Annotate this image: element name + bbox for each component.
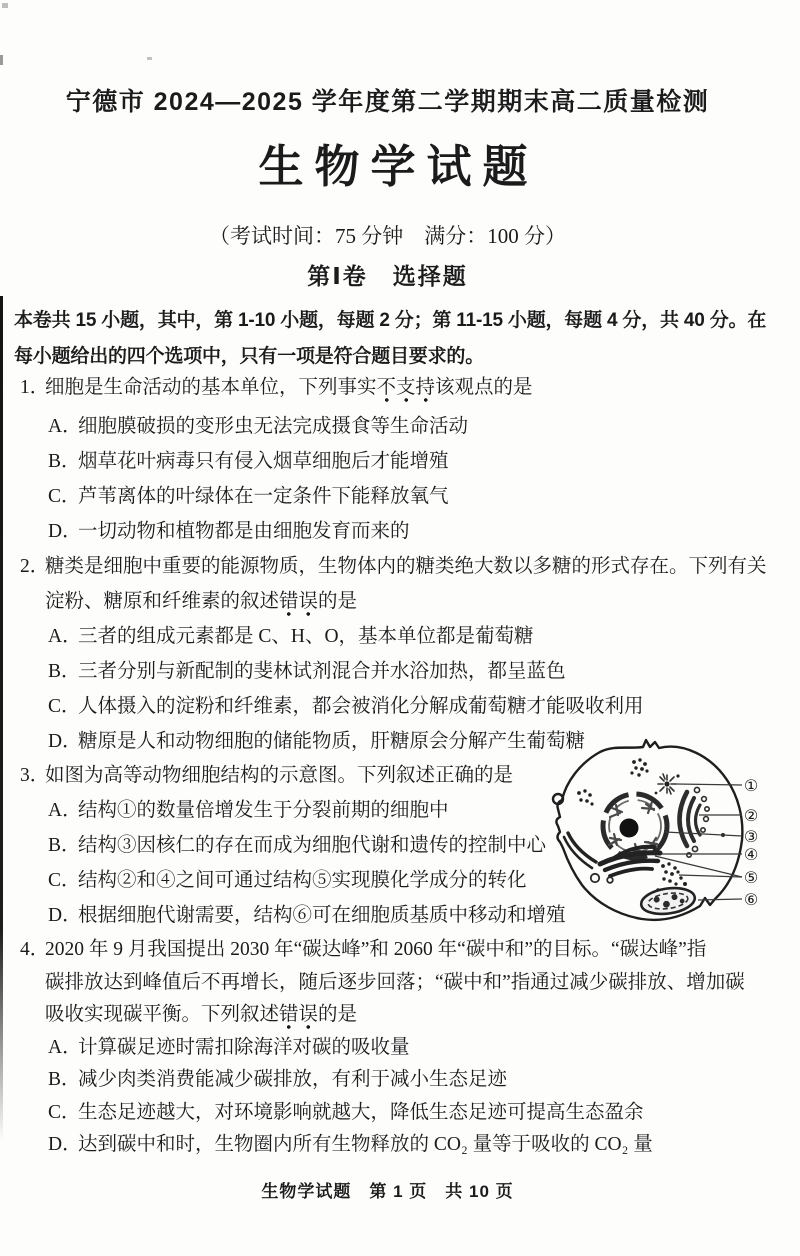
option-c xyxy=(20,863,560,898)
stem-emphasis: 错误 xyxy=(279,591,318,617)
stem-text: 的是 xyxy=(318,1004,358,1025)
label-2: ② xyxy=(743,806,759,825)
cell-diagram xyxy=(548,738,796,938)
option-a xyxy=(20,793,560,828)
question-stem xyxy=(20,934,794,967)
option-b xyxy=(20,444,794,479)
label-5: ⑤ xyxy=(743,868,759,887)
scan-edge-artifact xyxy=(0,296,3,1141)
stem-text: 吸收实现碳平衡。下列叙述 xyxy=(45,1004,280,1025)
option-text: 三者的组成元素都是 C、H、O，基本单位都是葡萄糖 xyxy=(78,626,534,647)
option-label: B． xyxy=(48,1069,81,1090)
diagram-labels xyxy=(744,776,758,909)
option-a xyxy=(20,1032,794,1065)
nucleolus xyxy=(620,819,639,838)
question-stem xyxy=(20,584,794,619)
question-1 xyxy=(20,370,794,549)
stem-text: 碳排放达到峰值后不再增长，随后逐步回落；“碳中和”指通过减少碳排放、增加碳 xyxy=(45,971,745,993)
stem-emphasis: 错误 xyxy=(279,1004,318,1030)
question-number: 2． xyxy=(20,556,50,577)
option-label: C． xyxy=(48,486,81,507)
option-text: 结构③因核仁的存在而成为细胞代谢和遗传的控制中心 xyxy=(78,835,547,856)
label-3: ③ xyxy=(743,827,759,846)
question-number: 1． xyxy=(20,377,50,398)
option-c xyxy=(20,689,794,724)
ribosomes xyxy=(577,758,725,892)
option-a xyxy=(20,409,794,444)
option-label: D． xyxy=(48,731,82,752)
option-text: 达到碳中和时，生物圈内所有生物释放的 CO₂ 量等于吸收的 CO₂ 量 xyxy=(78,1134,653,1155)
option-label: C． xyxy=(48,1101,81,1123)
option-label: D． xyxy=(48,905,82,926)
section-heading: 第Ⅰ卷 选择题 xyxy=(307,263,468,289)
scan-speck xyxy=(147,57,152,60)
page-footer: 生物学试题 第 1 页 共 10 页 xyxy=(261,1182,514,1201)
option-text: 结构①的数量倍增发生于分裂前期的细胞中 xyxy=(78,800,449,821)
option-b xyxy=(20,654,794,689)
stem-text: 细胞是生命活动的基本单位，下列事实 xyxy=(45,377,377,398)
cell-membrane xyxy=(553,740,742,920)
question-4 xyxy=(20,934,794,1162)
question-stem xyxy=(20,967,794,1000)
stem-text: 该观点的是 xyxy=(435,377,533,398)
option-text: 三者分别与新配制的斐林试剂混合并水浴加热，都呈蓝色 xyxy=(78,661,566,682)
option-label: C． xyxy=(48,696,81,717)
option-b xyxy=(20,1064,794,1097)
stem-text: 淀粉、糖原和纤维素的叙述 xyxy=(45,591,280,612)
stem-text: 如图为高等动物细胞结构的示意图。下列叙述正确的是 xyxy=(45,765,514,786)
option-c xyxy=(20,1097,794,1130)
centriole xyxy=(655,774,680,794)
golgi-apparatus xyxy=(680,787,710,857)
stem-text: 2020 年 9 月我国提出 2030 年“碳达峰”和 2060 年“碳中和”的目标。“碳达峰”指 xyxy=(45,939,707,960)
option-text: 人体摄入的淀粉和纤维素，都会被消化分解成葡萄糖才能吸收利用 xyxy=(78,696,644,717)
label-1: ① xyxy=(743,776,759,795)
option-text: 一切动物和植物都是由细胞发育而来的 xyxy=(78,521,410,542)
option-label: C． xyxy=(48,870,81,891)
option-text: 烟草花叶病毒只有侵入烟草细胞后才能增殖 xyxy=(78,451,449,472)
stem-text: 糖类是细胞中重要的能源物质，生物体内的糖类绝大数以多糖的形式存在。下列有关 xyxy=(45,556,767,577)
option-label: B． xyxy=(48,661,81,682)
option-text: 细胞膜破损的变形虫无法完成摄食等生命活动 xyxy=(78,416,469,437)
label-4: ④ xyxy=(743,845,759,864)
option-label: D． xyxy=(48,1134,82,1155)
exam-header-line: 宁德市 2024—2025 学年度第二学期期末高二质量检测 xyxy=(65,88,710,116)
question-number: 3． xyxy=(20,765,50,786)
option-d xyxy=(20,514,794,549)
stem-emphasis: 不支持 xyxy=(377,377,436,403)
question-2 xyxy=(20,549,794,759)
scan-speck xyxy=(0,55,3,65)
option-label: A． xyxy=(48,1036,82,1058)
exam-info-line: （考试时间：75 分钟 满分：100 分） xyxy=(209,224,566,248)
page-title: 生物学试题 xyxy=(258,142,539,192)
option-d xyxy=(20,1129,794,1162)
option-label: A． xyxy=(48,626,82,647)
instructions-line: 本卷共 15 小题，其中，第 1-10 小题，每题 2 分；第 11-15 小题，每题 4 分，共 40 分。在 xyxy=(14,310,767,331)
option-text: 结构②和④之间可通过结构⑤实现膜化学成分的转化 xyxy=(78,870,527,891)
question-number: 4． xyxy=(20,939,50,960)
question-3 xyxy=(20,758,566,933)
stem-text: 的是 xyxy=(318,591,358,612)
question-stem xyxy=(20,370,794,405)
option-label: A． xyxy=(48,416,82,437)
option-text: 糖原是人和动物细胞的储能物质，肝糖原会分解产生葡萄糖 xyxy=(78,731,586,752)
option-a xyxy=(20,619,794,654)
option-label: D． xyxy=(48,521,82,542)
question-stem xyxy=(20,549,794,584)
instructions-paragraph xyxy=(14,303,796,375)
option-c xyxy=(20,479,794,514)
option-text: 计算碳足迹时需扣除海洋对碳的吸收量 xyxy=(78,1036,410,1058)
scan-speck xyxy=(2,3,8,8)
option-d xyxy=(20,898,566,933)
instructions-line: 每小题给出的四个选项中，只有一项是符合题目要求的。 xyxy=(14,346,485,367)
question-stem xyxy=(20,999,794,1032)
option-label: B． xyxy=(48,835,81,856)
option-text: 根据细胞代谢需要，结构⑥可在细胞质基质中移动和增殖 xyxy=(78,905,566,926)
option-text: 减少肉类消费能减少碳排放，有利于减小生态足迹 xyxy=(78,1069,508,1090)
option-text: 生态足迹越大，对环境影响就越大，降低生态足迹可提高生态盈余 xyxy=(78,1101,644,1123)
option-label: B． xyxy=(48,451,81,472)
question-stem xyxy=(20,758,560,793)
option-b xyxy=(20,828,560,863)
label-6: ⑥ xyxy=(743,890,759,909)
option-label: A． xyxy=(48,800,82,821)
option-text: 芦苇离体的叶绿体在一定条件下能释放氧气 xyxy=(78,486,449,507)
